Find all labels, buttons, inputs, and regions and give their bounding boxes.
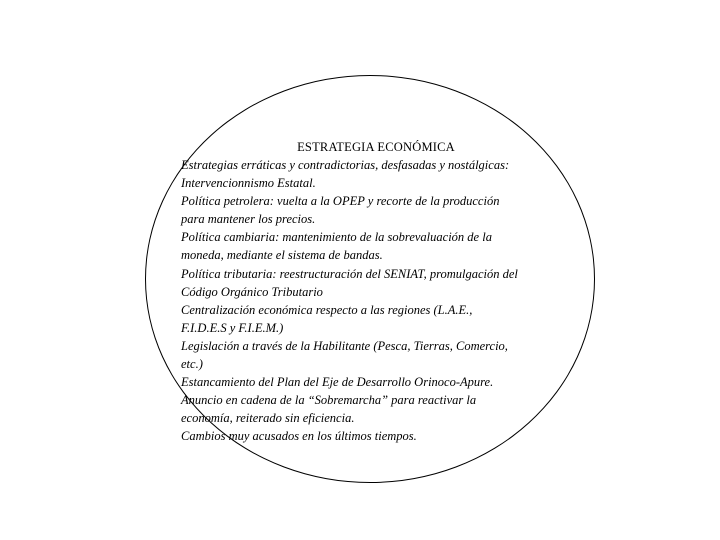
text-line: Anuncio en cadena de la “Sobremarcha” para reactivar la bbox=[181, 393, 477, 408]
text-line: Centralización económica respecto a las regiones (L.A.E., bbox=[181, 302, 473, 317]
text-line: Intervencionnismo Estatal. bbox=[181, 176, 316, 191]
text-line: Estancamiento del Plan del Eje de Desarrollo Orinoco-Apure. bbox=[181, 375, 494, 390]
ellipse-text-block bbox=[181, 138, 571, 446]
text-line: economía, reiterado sin eficiencia. bbox=[181, 411, 355, 426]
text-line: Política cambiaria: mantenimiento de la sobrevaluación de la bbox=[181, 230, 492, 245]
text-line: Código Orgánico Tributario bbox=[181, 284, 323, 299]
text-line: Cambios muy acusados en los últimos tiempos. bbox=[181, 429, 417, 444]
text-line: moneda, mediante el sistema de bandas. bbox=[181, 248, 383, 263]
text-line: Política tributaria: reestructuración del SENIAT, promulgación del bbox=[181, 266, 518, 281]
text-line: etc.) bbox=[181, 357, 203, 372]
diagram-title: ESTRATEGIA ECONÓMICA bbox=[297, 140, 455, 154]
text-line: Estrategias erráticas y contradictorias, desfasadas y nostálgicas: bbox=[181, 158, 510, 172]
text-line: para mantener los precios. bbox=[181, 212, 316, 227]
text-line: Política petrolera: vuelta a la OPEP y recorte de la producción bbox=[181, 194, 500, 209]
text-line: Legislación a través de la Habilitante (Pesca, Tierras, Comercio, bbox=[181, 338, 508, 353]
text-lines bbox=[181, 156, 571, 446]
text-line: F.I.D.E.S y F.I.E.M.) bbox=[181, 320, 284, 335]
